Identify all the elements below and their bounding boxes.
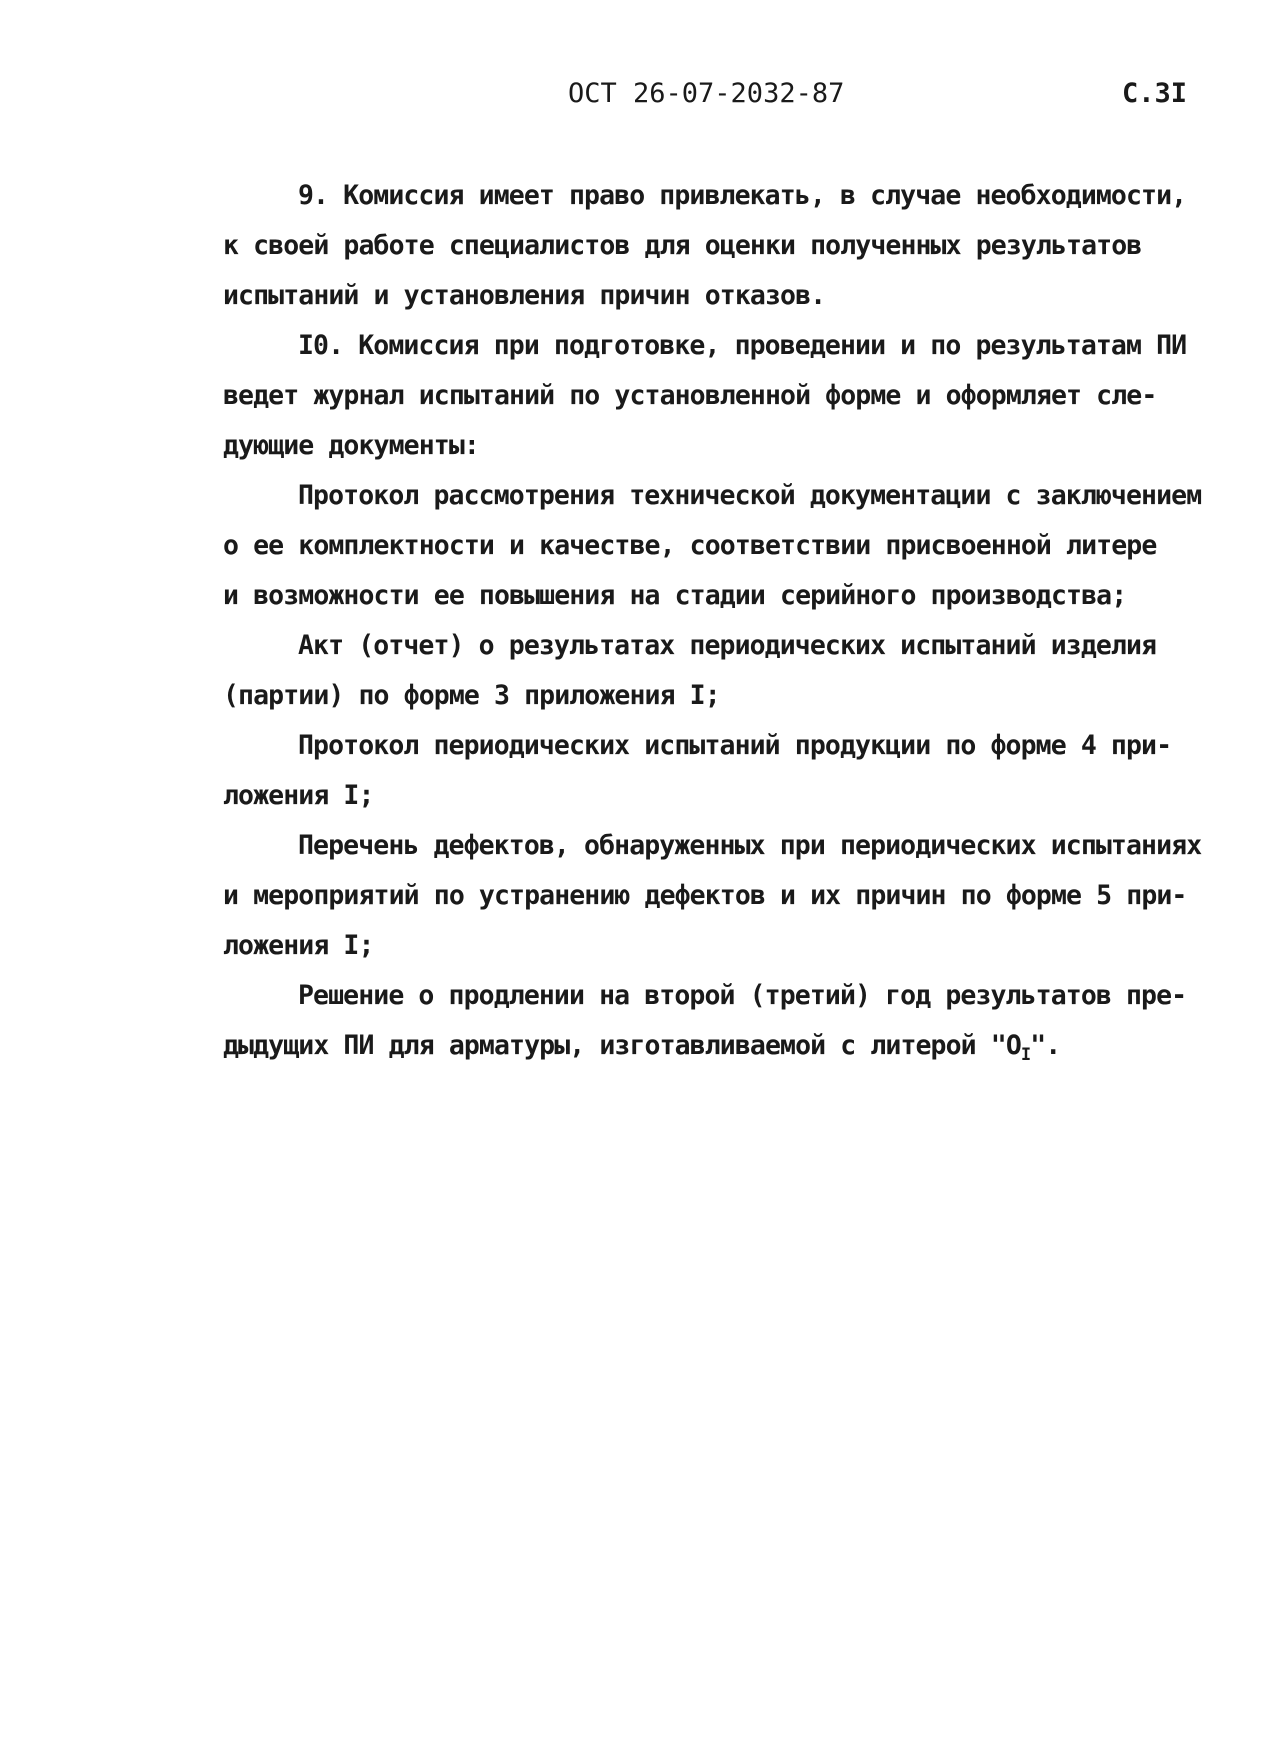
paragraph-9-line-1: 9. Комиссия имеет право привлекать, в случае необходимости, [298,180,1187,211]
item-decision-line-1: Решение о продлении на второй (третий) год результатов пре- [298,980,1187,1011]
page-header [0,78,1265,118]
item-defects-line-3: ложения I; [223,930,374,961]
document-code: ОСТ 26-07-2032-87 [568,78,845,109]
item-act-line-2: (партии) по форме 3 приложения I; [223,680,720,711]
item-act-line-1: Акт (отчет) о результатах периодических испытаний изделия [298,630,1157,661]
page-number: С.3I [1122,78,1188,109]
item-protocol-line-3: и возможности ее повышения на стадии серийного производства; [223,580,1127,611]
decision-line-end: ". [1030,1030,1061,1061]
item-defects-line-2: и мероприятий по устранению дефектов и их причин по форме 5 при- [223,880,1187,911]
paragraph-10-line-1: I0. Комиссия при подготовке, проведении и по результатам ПИ [298,330,1187,361]
paragraph-9-line-2: к своей работе специалистов для оценки полученных результатов [223,230,1142,261]
item-protocol-line-2: о ее комплектности и качестве, соответствии присвоенной литере [223,530,1157,561]
paragraph-9-line-3: испытаний и установления причин отказов. [223,280,826,311]
paragraph-10-line-2: ведет журнал испытаний по установленной форме и оформляет сле- [223,380,1157,411]
item-periodic-protocol-line-1: Протокол периодических испытаний продукции по форме 4 при- [298,730,1172,761]
item-periodic-protocol-line-2: ложения I; [223,780,374,811]
item-defects-line-1: Перечень дефектов, обнаруженных при периодических испытаниях [298,830,1202,861]
paragraph-10-line-3: дующие документы: [223,430,479,461]
decision-line-text: дыдущих ПИ для арматуры, изготавливаемой с литерой "О [223,1030,1021,1061]
litera-subscript: I [1020,1045,1031,1065]
item-protocol-line-1: Протокол рассмотрения технической документации с заключением [298,480,1202,511]
item-decision-line-2 [223,1030,1061,1065]
